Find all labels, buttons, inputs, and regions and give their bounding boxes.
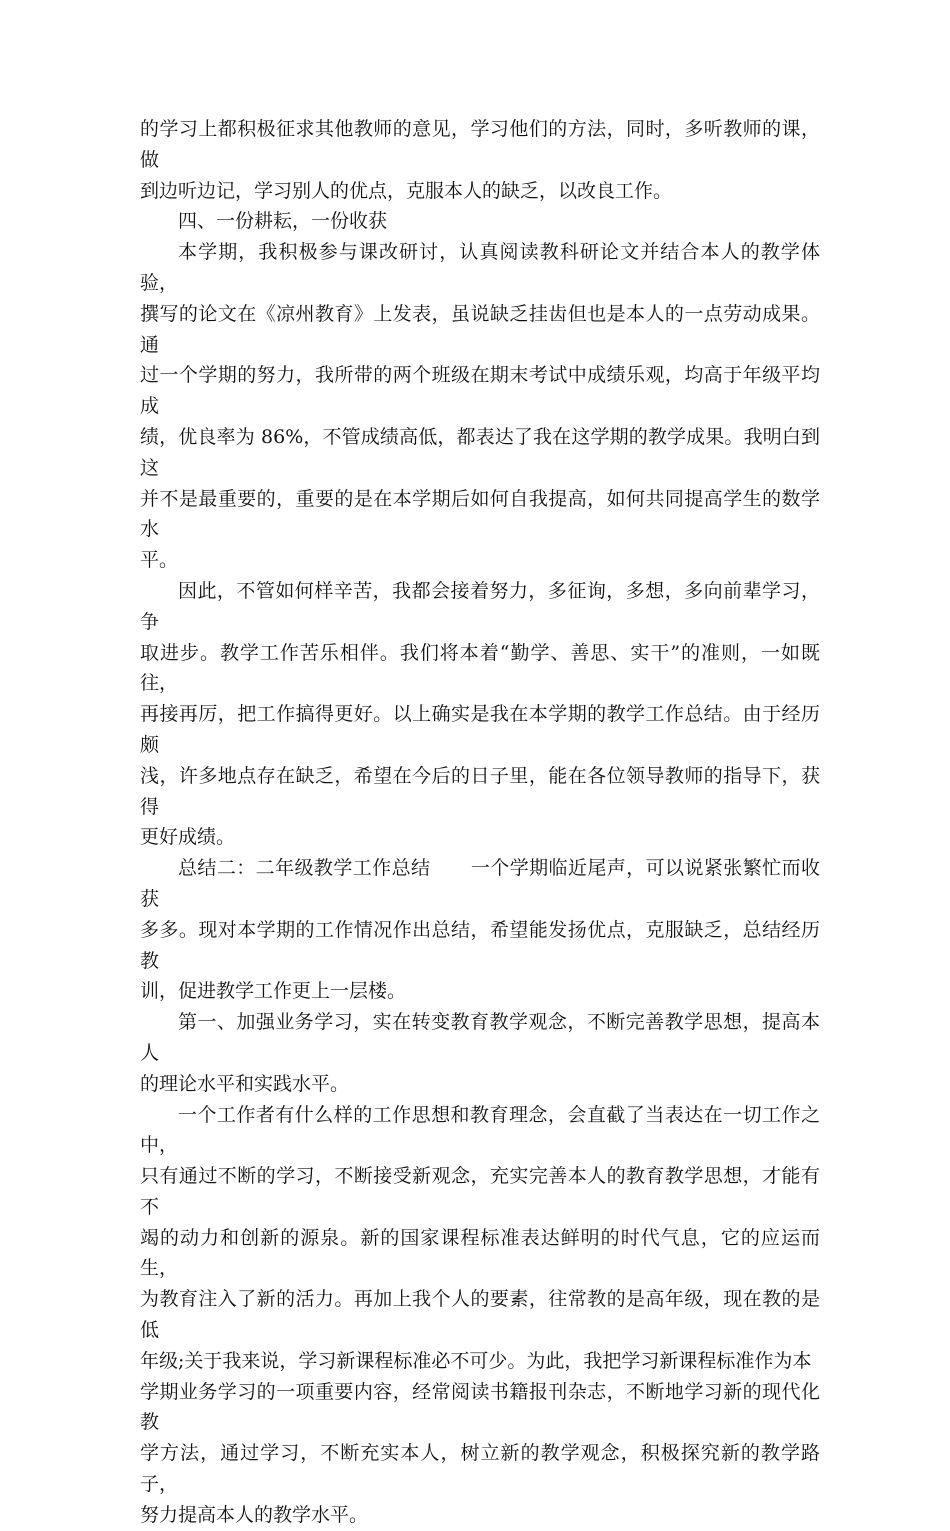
text-line: 因此，不管如何样辛苦，我都会接着努力，多征询，多想，多向前辈学习，争 [140,579,820,633]
text-line: 学方法，通过学习，不断充实本人，树立新的教学观念，积极探究新的教学路子， [140,1442,820,1496]
paragraph-work-philosophy [140,1100,820,1531]
text-line: 平。 [140,549,179,572]
paragraph-conclusion [140,576,820,853]
text-line: 撰写的论文在《凉州教育》上发表，虽说缺乏挂齿但也是本人的一点劳动成果。通 [140,302,820,356]
text-line: 并不是最重要的，重要的是在本学期后如何自我提高，如何共同提高学生的数学水 [140,487,820,541]
text-line: 本学期，我积极参与课改研讨，认真阅读教科研论文并结合本人的教学体验， [140,241,820,294]
paragraph-first-point [140,1007,820,1099]
section-heading-four [140,206,820,237]
paragraph-semester-results [140,237,820,576]
text-line: 过一个学期的努力，我所带的两个班级在期末考试中成绩乐观，均高于年级平均成 [140,364,820,418]
text-line: 为教育注入了新的活力。再加上我个人的要素，往常教的是高年级，现在教的是低 [140,1288,820,1342]
text-line: 年级;关于我来说，学习新课程标准必不可少。为此，我把学习新课程标准作为本 [140,1349,812,1372]
text-line: 四、一份耕耘，一份收获 [178,210,388,233]
text-line: 的学习上都积极征求其他教师的意见，学习他们的方法，同时，多听教师的课，做 [140,118,820,171]
text-line: 竭的动力和创新的源泉。新的国家课程标准表达鲜明的时代气息，它的应运而生， [140,1226,820,1280]
text-line: 再接再厉，把工作搞得更好。以上确实是我在本学期的教学工作总结。由于经历颇 [140,703,820,756]
text-line: 第一、加强业务学习，实在转变教育教学观念，不断完善教学思想，提高本人 [140,1011,820,1064]
text-line: 训，促进教学工作更上一层楼。 [140,980,407,1003]
text-line: 到边听边记，学习别人的优点，克服本人的缺乏，以改良工作。 [140,179,673,202]
text-line: 一个工作者有什么样的工作思想和教育理念，会直截了当表达在一切工作之中， [140,1103,820,1157]
paragraph-continuation [140,114,820,206]
paragraph-summary-two [140,853,820,1007]
summary-two-heading: 总结二：二年级教学工作总结 [178,857,431,880]
summary-two-first-line: 一个学期临近尾声，可以说紧张繁忙而收获 [140,857,820,910]
text-line: 更好成绩。 [140,826,236,849]
text-line: 多多。现对本学期的工作情况作出总结，希望能发扬优点，克服缺乏，总结经历教 [140,918,820,972]
text-line [140,853,820,915]
text-line: 学期业务学习的一项重要内容，经常阅读书籍报刊杂志，不断地学习新的现代化教 [140,1380,820,1434]
text-line: 的理论水平和实践水平。 [140,1072,350,1095]
text-line: 绩，优良率为 86%，不管成绩高低，都表达了我在这学期的教学成果。我明白到这 [140,425,820,479]
text-line: 只有通过不断的学习，不断接受新观念，充实完善本人的教育教学思想，才能有不 [140,1165,820,1218]
text-line: 浅，许多地点存在缺乏，希望在今后的日子里，能在各位领导教师的指导下，获得 [140,764,820,818]
text-line: 取进步。教学工作苦乐相伴。我们将本着“勤学、善思、实干”的准则，一如既往， [140,641,820,695]
text-line: 努力提高本人的教学水平。 [140,1503,369,1526]
